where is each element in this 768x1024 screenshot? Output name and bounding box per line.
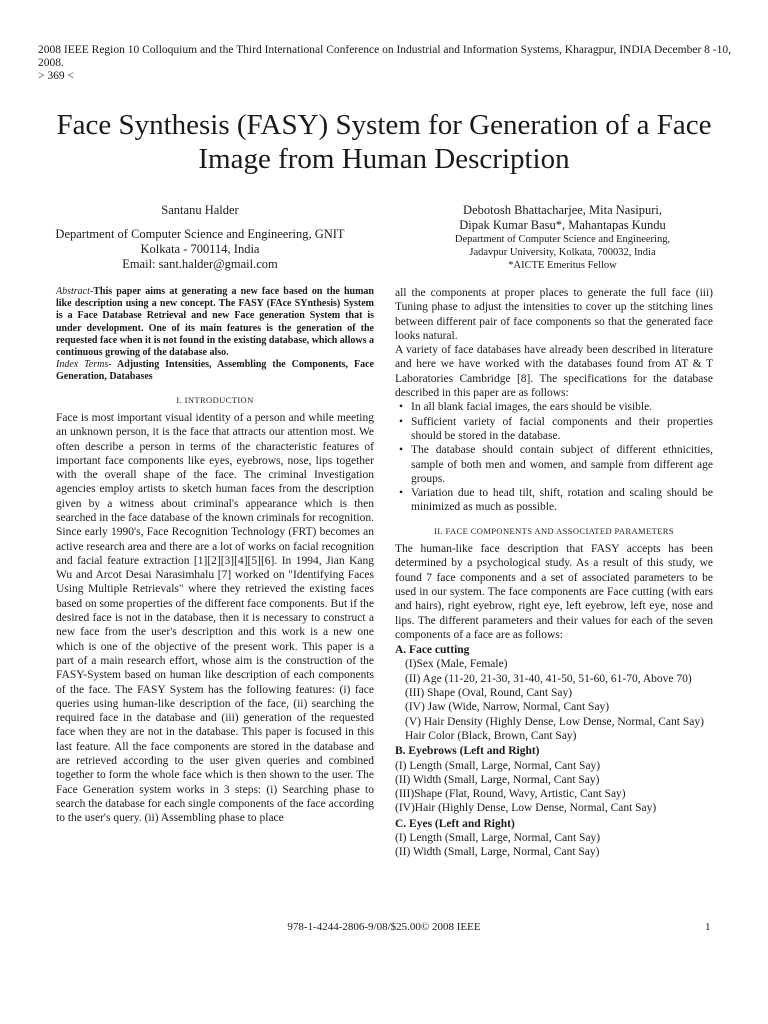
section-heading-face-components: II. FACE COMPONENTS AND ASSOCIATED PARAMETERS [434, 525, 674, 536]
page-number: 1 [705, 921, 711, 933]
bullet-icon: • [399, 487, 404, 500]
author-email: Email: sant.halder@gmail.com [122, 257, 278, 271]
index-terms [56, 359, 374, 383]
conference-line: 2008 IEEE Region 10 Colloquium and the Third International Conference on Industrial and Information Systems, Kharagpur, INDIA December 8 -10, 2008. [38, 44, 731, 69]
bullet-icon: • [399, 415, 404, 428]
index-terms-label: Index Terms- [56, 359, 112, 371]
database-paragraph: A variety of face databases have already been described in literature and here we have worked with the databases found from AT & T Laboratories Cambridge [8]. The specifications for the database described in this paper are as follows: [395, 344, 713, 400]
subheading-eyebrows: B. Eyebrows (Left and Right) [395, 745, 540, 758]
spec-list [395, 400, 713, 514]
author-block-right [385, 203, 740, 272]
param-item: (IV)Hair (Highly Dense, Low Dense, Normal, Cant Say) [395, 802, 657, 815]
param-item: (V) Hair Density (Highly Dense, Low Dense, Normal, Cant Say) Hair Color (Black, Brown, Cant Say) [405, 715, 704, 742]
list-item: • In all blank facial images, the ears should be visible. [399, 401, 653, 414]
list-item: • The database should contain subject of different ethnicities, sample of both men and women, and sample from different age groups. [399, 444, 713, 485]
subheading-face-cutting: A. Face cutting [395, 644, 470, 657]
param-item: (IV) Jaw (Wide, Narrow, Normal, Cant Say) [405, 701, 610, 714]
abstract [56, 286, 374, 359]
paper-title: Face Synthesis (FASY) System for Generation of a Face Image from Human Description [56, 109, 712, 175]
author-city: Kolkata - 700114, India [140, 242, 260, 256]
footer-isbn: 978-1-4244-2806-9/08/$25.00© 2008 IEEE [287, 921, 481, 933]
abstract-label: Abstract- [56, 286, 94, 297]
section2-intro: The human-like face description that FASY accepts has been determined by a psychological study. As a result of this study, we found 7 face components and a set of associated parameters to be used in our system. The face components are Face cutting (with ears and hairs), right eyebrow, right eye, left eyebrow, left eye, nose and lips. The different parameters and their values for each of the seven components of a face are as follows: [395, 543, 713, 641]
list-item: • Sufficient variety of facial components and their properties should be stored in the database. [399, 415, 713, 442]
author-affiliation: Department of Computer Science and Engineering, GNIT [55, 227, 345, 241]
param-item: (II) Width (Small, Large, Normal, Cant Say) [395, 846, 600, 859]
abstract-text: This paper aims at generating a new face based on the human like description using a new concept. The FASY (FAce SYnthesis) System is a Face Database Retrieval and new Face generation System that is under development. One of its main features is the generation of the requested face when it is not found in the existing database, which allows a continuous growing of the database also. [56, 286, 374, 359]
param-item: (II) Width (Small, Large, Normal, Cant Say) [395, 773, 600, 786]
param-item: (II) Age (11-20, 21-30, 31-40, 41-50, 51-60, 61-70, Above 70) [405, 672, 692, 685]
bullet-icon: • [399, 444, 404, 457]
param-item: (III) Shape (Oval, Round, Cant Say) [405, 687, 573, 700]
subheading-eyes: C. Eyes (Left and Right) [395, 817, 515, 830]
author-name: Santanu Halder [161, 203, 239, 217]
section-heading-introduction: I. INTRODUCTION [176, 394, 254, 405]
author-note: *AICTE Emeritus Fellow [508, 260, 617, 271]
page-reference: > 369 < [38, 70, 74, 82]
param-item: (I) Length (Small, Large, Normal, Cant Say) [395, 759, 601, 772]
conference-header [38, 44, 738, 83]
author-dept: Department of Computer Science and Engineering, [454, 234, 671, 245]
index-terms-text: Adjusting Intensities, Assembling the Components, Face Generation, Databases [56, 359, 374, 383]
list-item: • Variation due to head tilt, shift, rotation and scaling should be minimized as much as possible. [399, 487, 713, 514]
author-names-line1: Debotosh Bhattacharjee, Mita Nasipuri, [463, 203, 662, 217]
introduction-body: Face is most important visual identity of a person and while meeting an unknown person, it is the face that attracts our attention most. We often describe a person in terms of the characteristic features of important face components like eyes, eyebrows, nose, lips together with the overall shape of the face. The criminal Investigation agencies employ artists to sketch human faces from the description given by a witness about criminal's appearance which is then searched in the face database of the known criminals for recognition. Since early 1990's, Face Recognition Technology (FRT) becomes an active research area and there are a lot of works on facial recognition and facial feature extraction [1][2][3][4][5][6]. In 1994, Jian Kang Wu and Arcot Desai Narasimhalu [7] worked on "Identifying Faces Using Multiple Retrievals" where they retrieved the existing faces based on some properties of the different face components. But if the desired face is not in the database, then it is necessary to construct a new face from the user's description and this work is a new one which is one of the objective of the present work. This paper is a part of a main research effort, whose aim is the construction of the FASY-System based on human like description of each components of the face. The FASY System has the following features: (i) face queries using human-like description of the face, (ii) searching the required face in the database and (iii) generation of the requested face when they are not in the database. This paper is focused in this last feature. All the face components are stored in the database and are retrieved according to the user given queries and combined together to form the whole face which is then shown to the user. The Face Generation system works in 3 steps: (i) Searching phase to search the database for each single components of the face according to the user's query. (ii) Assembling phase to place [56, 411, 374, 825]
author-names-line2: Dipak Kumar Basu*, Mahantapas Kundu [459, 218, 666, 232]
param-item: (I) Length (Small, Large, Normal, Cant Say) [395, 831, 601, 844]
param-item: (III)Shape (Flat, Round, Wavy, Artistic, Cant Say) [395, 788, 626, 801]
param-item: (I)Sex (Male, Female) [405, 658, 508, 671]
right-column [395, 286, 713, 860]
author-univ: Jadavpur University, Kolkata, 700032, India [469, 247, 656, 258]
author-block-left [40, 203, 360, 272]
left-column [56, 286, 374, 826]
intro-continuation: all the components at proper places to generate the full face (iii) Tuning phase to adjust the intensities to cover up the stitching lines between different pair of face components so that the generated face looks natural. [395, 287, 713, 342]
bullet-icon: • [399, 401, 404, 414]
